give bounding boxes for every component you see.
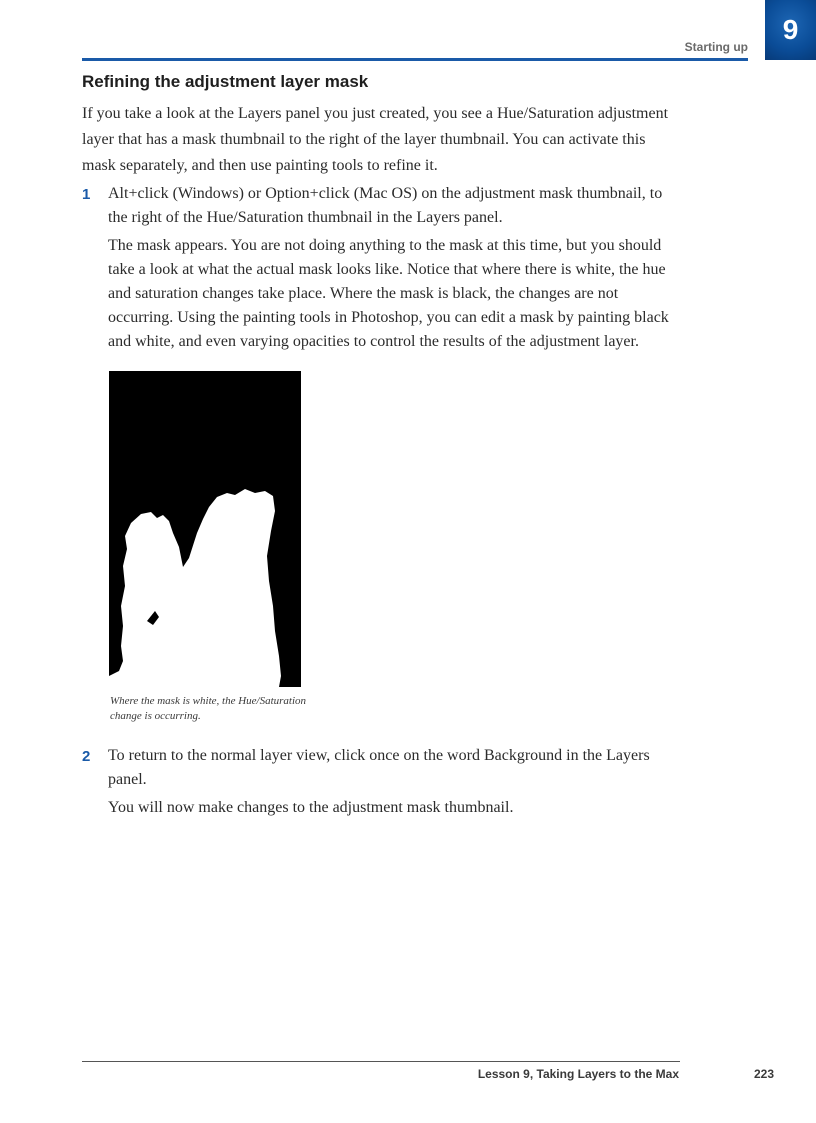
mask-figure — [109, 371, 301, 687]
section-heading: Refining the adjustment layer mask — [82, 72, 369, 91]
step-1-number: 1 — [82, 186, 91, 203]
step-2-followup: You will now make changes to the adjustment mask thumbnail. — [108, 799, 514, 816]
page-number: 223 — [753, 1067, 774, 1081]
step-2-text: To return to the normal layer view, click once on the word Background in the Layers panel. — [108, 747, 650, 788]
section-label: Starting up — [684, 40, 748, 54]
chapter-number: 9 — [782, 14, 799, 45]
step-1-text: Alt+click (Windows) or Option+click (Mac OS) on the adjustment mask thumbnail, to the right of the Hue/Saturation thumbnail in the Layers panel. — [108, 185, 663, 226]
step-2-number: 2 — [82, 748, 91, 765]
intro-paragraph: If you take a look at the Layers panel you just created, you see a Hue/Saturation adjustment layer that has a mask thumbnail to the right of the layer thumbnail. You can activate this mask separately, and then use painting tools to refine it. — [82, 105, 669, 174]
header-rule — [82, 58, 748, 61]
step-1-followup: The mask appears. You are not doing anything to the mask at this time, but you should take a look at what the actual mask looks like. Notice that where there is white, the hue and saturation changes take place. Where the mask is black, the changes are not occurring. Using the painting tools in Photoshop, you can edit a mask by painting black and white, and even varying opacities to control the results of the adjustment layer. — [108, 237, 669, 350]
footer-rule — [82, 1061, 680, 1062]
figure-caption: Where the mask is white, the Hue/Saturation change is occurring. — [110, 695, 307, 722]
footer-lesson-title: Lesson 9, Taking Layers to the Max — [477, 1067, 679, 1081]
chapter-tab — [765, 0, 816, 60]
